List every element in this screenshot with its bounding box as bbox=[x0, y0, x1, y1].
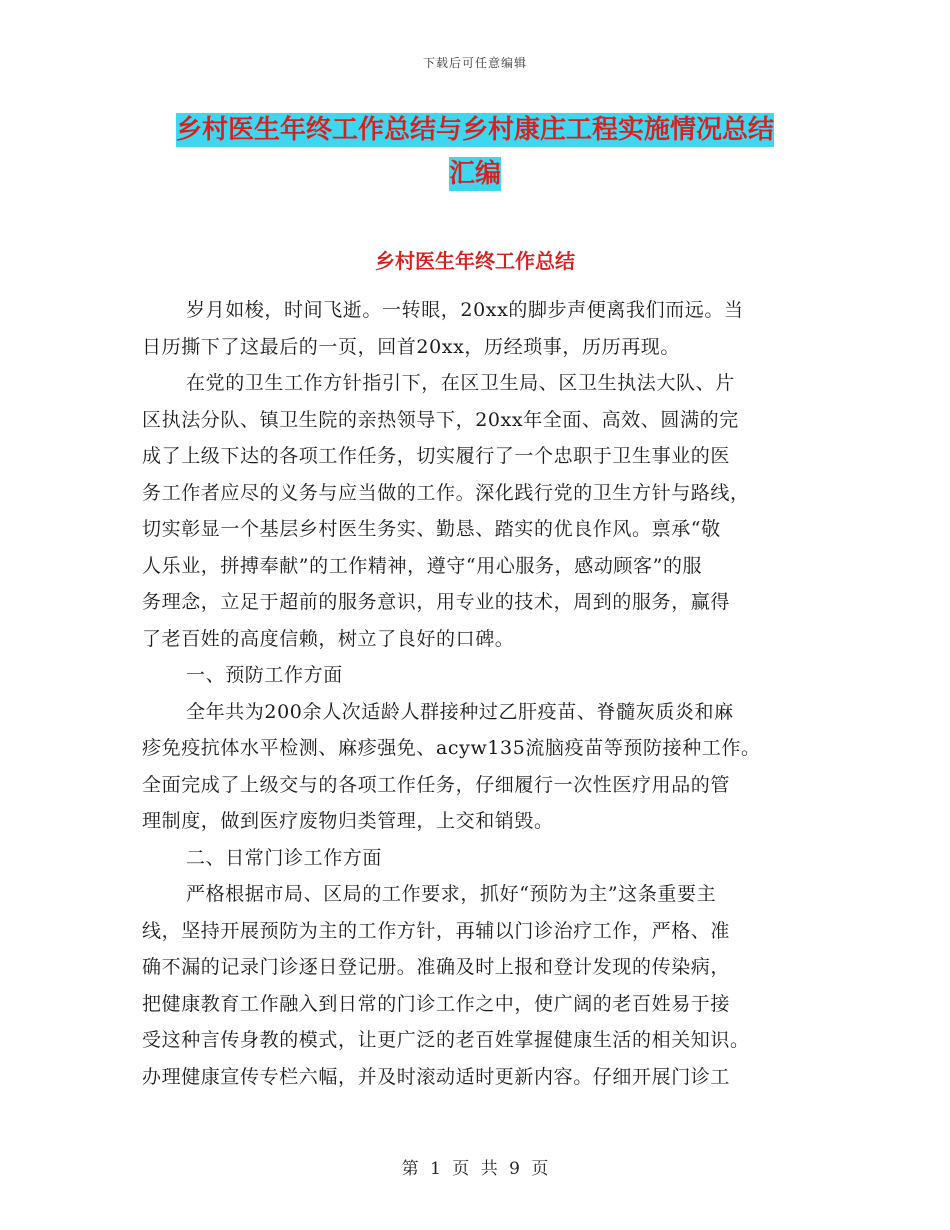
paragraph-line: 严格根据市局、区局的工作要求，抓好“预防为主”这条重要主 bbox=[186, 883, 717, 905]
paragraph-line: 确不漏的记录门诊逐日登记册。准确及时上报和登计发现的传染病， bbox=[142, 956, 731, 978]
paragraph-line: 全面完成了上级交与的各项工作任务，仔细履行一次性医疗用品的管 bbox=[142, 773, 731, 796]
paragraph-line: 日历撕下了这最后的一页，回首20xx，历经琐事，历历再现。 bbox=[142, 335, 681, 358]
paragraph-line: 受这种言传身教的模式，让更广泛的老百姓掌握健康生活的相关知识。 bbox=[142, 1029, 750, 1051]
header-note: 下载后可任意编辑 bbox=[422, 56, 527, 70]
paragraph-line: 务理念，立足于超前的服务意识，用专业的技术，周到的服务，赢得 bbox=[142, 591, 731, 613]
paragraph-line: 成了上级下达的各项工作任务，切实履行了一个忠职于卫生事业的医 bbox=[142, 445, 731, 467]
paragraph-line: 理制度，做到医疗废物归类管理，上交和销毁。 bbox=[142, 810, 554, 832]
paragraph-line: 办理健康宣传专栏六幅，并及时滚动适时更新内容。仔细开展门诊工 bbox=[142, 1065, 731, 1088]
document-title-line-2: 汇编 bbox=[448, 159, 501, 189]
paragraph-line: 全年共为200余人次适龄人群接种过乙肝疫苗、脊髓灰质炎和麻 bbox=[186, 700, 734, 723]
paragraph-line: 人乐业，拼搏奉献”的工作精神，遵守“用心服务，感动顾客”的服 bbox=[142, 554, 703, 577]
section-title: 乡村医生年终工作总结 bbox=[375, 249, 575, 273]
paragraph-line: 区执法分队、镇卫生院的亲热领导下，20xx年全面、高效、圆满的完 bbox=[142, 408, 739, 431]
document-title-line-1: 乡村医生年终工作总结与乡村康庄工程实施情况总结 bbox=[175, 115, 774, 145]
document-title bbox=[150, 108, 800, 196]
paragraph-line: 岁月如梭，时间飞逝。一转眼，20xx的脚步声便离我们而远。当 bbox=[186, 299, 744, 321]
paragraph-line: 务工作者应尽的义务与应当做的工作。深化践行党的卫生方针与路线， bbox=[142, 481, 750, 504]
subheading-outpatient: 二、日常门诊工作方面 bbox=[186, 846, 383, 869]
paragraph-line: 切实彰显一个基层乡村医生务实、勤恳、踏实的优良作风。禀承“敬 bbox=[142, 518, 721, 540]
subheading-prevention: 一、预防工作方面 bbox=[186, 664, 343, 686]
paragraph-line: 把健康教育工作融入到日常的门诊工作之中，使广阔的老百姓易于接 bbox=[142, 992, 731, 1015]
body-text bbox=[142, 292, 807, 1095]
paragraph-line: 了老百姓的高度信赖，树立了良好的口碑。 bbox=[142, 627, 515, 650]
paragraph-line: 线，坚持开展预防为主的工作方针，再辅以门诊治疗工作，严格、准 bbox=[142, 919, 731, 942]
page-number-footer: 第 1 页 共 9 页 bbox=[401, 1159, 549, 1179]
paragraph-line: 在党的卫生工作方针指引下，在区卫生局、区卫生执法大队、片 bbox=[186, 372, 735, 394]
paragraph-line: 疹免疫抗体水平检测、麻疹强免、acyw135流脑疫苗等预防接种工作。 bbox=[142, 737, 761, 759]
